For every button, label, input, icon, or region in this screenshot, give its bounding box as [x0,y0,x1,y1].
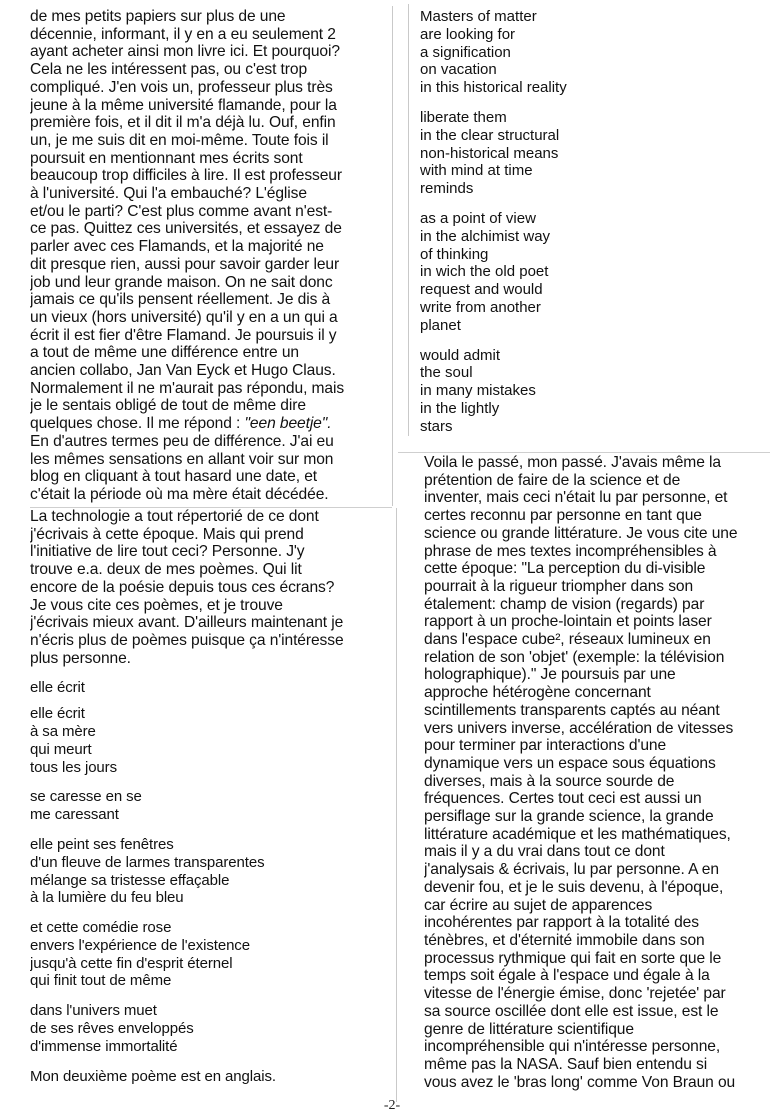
left-bottom-text-block [30,508,390,1100]
text-line: encore de la poésie depuis tous ces écrans? [30,578,335,596]
right-bottom-text-block [424,454,768,1100]
text-line: et/ou le parti? C'est plus comme avant n'est- [30,202,333,220]
poem-line: request and would [420,281,543,299]
poem-line: dans l'univers muet [30,1002,157,1020]
poem-line: tous les jours [30,758,117,776]
text-line: sa source oscillée dont elle est issue, est le [424,1002,719,1020]
text-line: écrit il est fier d'être Flamand. Je poursuis il y [30,326,337,344]
text-line: certes reconnu par personne en tant que [424,507,702,525]
text-line: première fois, et il dit il m'a déjà lu. Ouf, enfin [30,114,336,132]
text-line: vous avez le 'bras long' comme Von Braun ou [424,1073,736,1091]
closing-line: Mon deuxième poème est en anglais. [30,1067,276,1085]
text-line: genre de littérature scientifique [424,1020,634,1038]
text-line: En d'autres termes peu de différence. J'ai eu [30,432,334,450]
text-line: un vieux (hors université) qu'il y en a un qui a [30,308,338,326]
poem-line: de ses rêves enveloppés [30,1020,194,1038]
text-line: dit presque rien, aussi pour savoir garder leur [30,255,340,273]
poem-line: non-historical means [420,144,559,162]
poem-line: in the lightly [420,399,500,417]
poem-line: elle écrit [30,705,85,723]
text-line: La technologie a tout répertorié de ce dont [30,508,319,525]
poem-line: in many mistakes [420,382,536,400]
column-divider [392,6,393,506]
text-line: les mêmes sensations en allant voir sur mon [30,450,334,468]
text-line-start: quelques chose. Il me répond : [30,415,245,433]
text-line: prétention de faire de la science et de [424,471,681,489]
text-line: rapport à un proche-lointain et points laser [424,613,712,631]
text-line: dynamique vers un espace sous équations [424,754,716,772]
poem-line: Masters of matter [420,8,537,25]
poem-line: me caressant [30,806,119,824]
poem-line: are looking for [420,25,516,43]
text-line: holographique)." Je poursuis par une [424,666,676,684]
poem-line: qui meurt [30,740,92,758]
text-line: ayant acheter ainsi mon livre ici. Et pourquoi? [30,43,340,61]
quoted-reply: "een beetje". [244,415,332,433]
text-line: car écrire au sujet de apparences [424,896,653,914]
poem-line: envers l'expérience de l'existence [30,936,250,954]
text-line: pourrait à la rigueur triompher dans son [424,577,694,595]
text-line: approche hétérogène concernant [424,684,651,702]
poem-line: with mind at time [420,162,533,180]
text-line: j'écrivais mieux avant. D'ailleurs maintenant je [30,614,344,632]
text-line: cette époque: "La perception du di-visible [424,560,706,578]
poem-line: as a point of view [420,209,536,227]
text-line: l'initiative de lire tout ceci? Personne. J'y [30,543,305,561]
text-line: a tout de même une différence entre un [30,344,299,362]
text-line: à l'université. Qui l'a embauché? L'église [30,185,307,203]
text-line: un, je me suis dit en moi-même. Toute fois il [30,131,329,149]
text-line: job und leur grande maison. On ne sait donc [30,273,333,291]
poem-line: elle peint ses fenêtres [30,835,174,853]
text-line: devenir fou, et je le suis devenu, à l'époque, [424,878,724,896]
text-line [30,415,390,433]
text-line: vitesse de l'énergie émise, donc 'rejetée' par [424,985,726,1003]
poem-line: in this historical reality [420,79,567,97]
text-line: pour terminer par interactions d'une [424,737,667,755]
column-divider [396,508,397,1102]
text-line: incompréhensible qui n'intéresse personne, [424,1038,721,1056]
poem-title: elle écrit [30,679,85,697]
text-line: vers univers inverse, accélération de vitesses [424,719,734,737]
text-line: Je vous cite ces poèmes, et je trouve [30,596,283,614]
poem-line: in wich the old poet [420,263,549,281]
text-line: blog en cliquant à tout hasard une date, et [30,468,318,486]
text-line: n'écris plus de poèmes puisque ça n'intéresse [30,631,344,649]
text-line: incohérentes par rapport à la totalité des [424,914,699,932]
text-line: trouve e.a. deux de mes poèmes. Qui lit [30,561,302,579]
poem-line: in the alchimist way [420,227,551,245]
poem-line: se caresse en se [30,788,142,806]
text-line: Voila le passé, mon passé. J'avais même la [424,454,721,471]
text-line: j'analysais & écrivais, lu par personne. A en [424,861,719,879]
page-number: -2- [383,1098,401,1113]
text-line: même pas la NASA. Sauf bien entendu si [424,1055,708,1073]
text-line: temps soit égale à l'espace und égale à la [424,967,710,985]
text-line: science ou grande littérature. Je vous cite une [424,524,738,542]
text-line: de mes petits papiers sur plus de une [30,8,286,25]
text-line: Normalement il ne m'aurait pas répondu, mais [30,379,345,397]
text-line: ancien collabo, Jan Van Eyck et Hugo Claus. [30,362,336,380]
poem-line: planet [420,316,461,334]
text-line: inventer, mais ceci n'était lu par personne, et [424,489,728,507]
poem-line: write from another [420,298,541,316]
left-top-text-block [30,8,390,506]
text-line: compliqué. J'en vois un, professeur plus très [30,78,333,96]
block-divider [398,452,770,453]
text-line: phrase de mes textes incompréhensibles à [424,542,717,560]
poem-line: on vacation [420,61,497,79]
poem-line: a signification [420,43,511,61]
poem-line: liberate them [420,108,507,126]
text-line: plus personne. [30,649,131,667]
text-line: beaucoup trop difficiles à lire. Il est professeur [30,167,342,185]
poem-line: d'immense immortalité [30,1037,178,1055]
text-line: Cela ne les intéressent pas, ou c'est trop [30,61,308,79]
text-line: j'écrivais à cette époque. Mais qui prend [30,525,304,543]
text-line: poursuit en mentionnant mes écrits sont [30,149,303,167]
text-line: étalement: champ de vision (regards) par [424,595,705,613]
poem-line: à la lumière du feu bleu [30,889,184,907]
poem-line: reminds [420,180,474,198]
spacer [30,667,390,679]
poem-line: would admit [420,346,501,364]
poem-line: stars [420,417,453,434]
text-line: diverses, mais à la source sourde de [424,772,675,790]
poem-line: of thinking [420,245,489,263]
text-line: c'était la période où ma mère était décédée. [30,485,329,503]
poem-line: qui finit tout de même [30,972,172,990]
text-line: processus rythmique qui fait en sorte que le [424,949,722,967]
text-line: je le sentais obligé de tout de même dire [30,397,306,415]
text-line: persiflage sur la grande science, la grande [424,808,714,826]
column-divider [408,4,409,436]
text-line: dans l'espace cube², réseaux lumineux en [424,631,711,649]
poem-french [30,679,390,1085]
poem-line: mélange sa tristesse effaçable [30,871,230,889]
text-line: scintillements transparents captés au néant [424,701,720,719]
text-line: jamais ce qu'ils pensent réellement. Je dis à [30,291,331,309]
poem-english [420,8,760,434]
poem-line: à sa mère [30,722,96,740]
poem-line: et cette comédie rose [30,919,172,937]
text-line: parler avec ces Flamands, et la majorité ne [30,238,324,256]
poem-line: jusqu'à cette fin d'esprit éternel [30,954,233,972]
text-line: ténèbres, et d'éternité immobile dans son [424,931,705,949]
poem-line: d'un fleuve de larmes transparentes [30,853,265,871]
text-line: ce pas. Quittez ces universités, et essayez de [30,220,342,238]
text-line: fréquences. Certes tout ceci est aussi un [424,790,702,808]
text-line: décennie, informant, il y en a eu seulement 2 [30,25,336,43]
poem-line: the soul [420,364,473,382]
text-line: relation de son 'objet' (exemple: la télévision [424,648,725,666]
text-line: mais il y a du vrai dans tout ce dont [424,843,665,861]
poem-line: in the clear structural [420,126,560,144]
text-line: jeune à la même université flamande, pour la [30,96,337,114]
text-line: littérature académique et les mathématiques, [424,825,731,843]
